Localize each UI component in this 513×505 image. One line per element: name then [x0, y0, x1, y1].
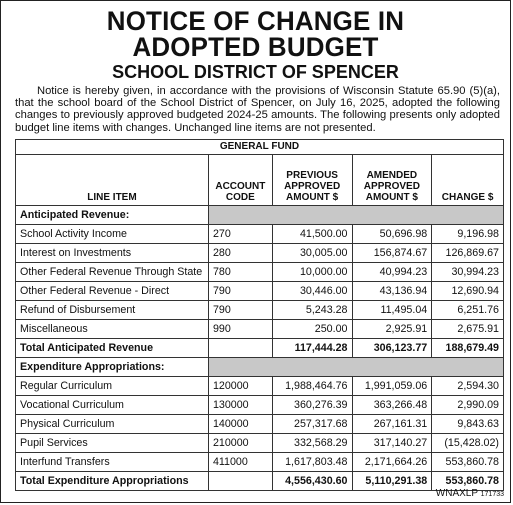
table-row [16, 395, 504, 414]
title-line-2: ADOPTED BUDGET [132, 32, 379, 62]
previous-amount-cell: 41,500.00 [272, 224, 352, 243]
total-label: Total Anticipated Revenue [16, 338, 209, 357]
header-amended-l3: AMOUNT $ [365, 191, 418, 203]
header-line-item: LINE ITEM [16, 154, 209, 205]
account-code-cell: 120000 [208, 376, 272, 395]
revenue-rows [16, 224, 504, 338]
amended-amount-cell: 267,161.31 [352, 414, 432, 433]
line-item-cell: School Activity Income [16, 224, 209, 243]
table-row [16, 281, 504, 300]
change-amount-cell: (15,428.02) [432, 433, 504, 452]
change-amount-cell: 9,196.98 [432, 224, 504, 243]
account-code-cell: 130000 [208, 395, 272, 414]
header-previous-l3: AMOUNT $ [286, 191, 339, 203]
publication-code [436, 488, 504, 499]
line-item-cell: Other Federal Revenue - Direct [16, 281, 209, 300]
header-amended-l2: APPROVED [363, 180, 420, 192]
account-code-cell: 780 [208, 262, 272, 281]
previous-amount-cell: 257,317.68 [272, 414, 352, 433]
amended-amount-cell: 1,991,059.06 [352, 376, 432, 395]
total-previous: 4,556,430.60 [272, 471, 352, 490]
previous-amount-cell: 332,568.29 [272, 433, 352, 452]
amended-amount-cell: 50,696.98 [352, 224, 432, 243]
line-item-cell: Refund of Disbursement [16, 300, 209, 319]
account-code-cell: 790 [208, 300, 272, 319]
change-amount-cell: 2,990.09 [432, 395, 504, 414]
revenue-section-label: Anticipated Revenue: [16, 205, 209, 224]
table-row [16, 262, 504, 281]
table-row [16, 224, 504, 243]
line-item-cell: Interfund Transfers [16, 452, 209, 471]
expenditure-section-label: Expenditure Appropriations: [16, 357, 209, 376]
header-account-code [208, 154, 272, 205]
header-previous-amount [272, 154, 352, 205]
change-amount-cell: 12,690.94 [432, 281, 504, 300]
account-code-cell: 790 [208, 281, 272, 300]
change-amount-cell: 2,594.30 [432, 376, 504, 395]
section-shade [208, 205, 503, 224]
previous-amount-cell: 250.00 [272, 319, 352, 338]
amended-amount-cell: 43,136.94 [352, 281, 432, 300]
line-item-cell: Physical Curriculum [16, 414, 209, 433]
change-amount-cell: 553,860.78 [432, 452, 504, 471]
table-row [16, 433, 504, 452]
change-amount-cell: 9,843.63 [432, 414, 504, 433]
line-item-cell: Regular Curriculum [16, 376, 209, 395]
total-amended: 5,110,291.38 [352, 471, 432, 490]
table-row [16, 243, 504, 262]
account-code-cell: 411000 [208, 452, 272, 471]
previous-amount-cell: 10,000.00 [272, 262, 352, 281]
expenditure-rows [16, 376, 504, 471]
section-shade [208, 357, 503, 376]
amended-amount-cell: 363,266.48 [352, 395, 432, 414]
amended-amount-cell: 156,874.67 [352, 243, 432, 262]
header-change: CHANGE $ [432, 154, 504, 205]
line-item-cell: Interest on Investments [16, 243, 209, 262]
line-item-cell: Miscellaneous [16, 319, 209, 338]
amended-amount-cell: 40,994.23 [352, 262, 432, 281]
account-code-cell: 270 [208, 224, 272, 243]
line-item-cell: Other Federal Revenue Through State [16, 262, 209, 281]
column-header-row [16, 154, 504, 205]
total-amended: 306,123.77 [352, 338, 432, 357]
change-amount-cell: 30,994.23 [432, 262, 504, 281]
intro-paragraph: Notice is hereby given, in accordance with the provisions of Wisconsin Statute 65.90 (5)(a), that the school board of the School District of Spencer, on July 16, 2025, adopted the following changes to previously approved budgeted 2024-25 amounts. The following presents only adopted budget line items with changes. Unchanged line items are not presented. [15, 85, 500, 134]
header-account-code-l1: ACCOUNT [215, 180, 266, 192]
previous-amount-cell: 5,243.28 [272, 300, 352, 319]
expenditure-total-row [16, 471, 504, 490]
amended-amount-cell: 2,925.91 [352, 319, 432, 338]
table-row [16, 452, 504, 471]
line-item-cell: Vocational Curriculum [16, 395, 209, 414]
account-code-cell: 280 [208, 243, 272, 262]
title-line-1: NOTICE OF CHANGE IN [106, 6, 405, 36]
revenue-total-row [16, 338, 504, 357]
expenditure-section-row [16, 357, 504, 376]
line-item-cell: Pupil Services [16, 433, 209, 452]
table-row [16, 414, 504, 433]
total-change: 188,679.49 [432, 338, 504, 357]
revenue-section-row [16, 205, 504, 224]
account-code-cell: 140000 [208, 414, 272, 433]
total-change: 553,860.78 [432, 471, 504, 490]
total-previous: 117,444.28 [272, 338, 352, 357]
previous-amount-cell: 30,005.00 [272, 243, 352, 262]
footer-number: 171733 [480, 491, 504, 498]
header-account-code-l2: CODE [225, 191, 255, 203]
budget-table [15, 139, 504, 491]
amended-amount-cell: 317,140.27 [352, 433, 432, 452]
previous-amount-cell: 30,446.00 [272, 281, 352, 300]
footer-code: WNAXLP [435, 488, 478, 499]
account-code-cell: 210000 [208, 433, 272, 452]
district-name: SCHOOL DISTRICT OF SPENCER [112, 62, 399, 82]
change-amount-cell: 2,675.91 [432, 319, 504, 338]
change-amount-cell: 6,251.76 [432, 300, 504, 319]
header-previous-l1: PREVIOUS [286, 169, 338, 181]
table-row [16, 319, 504, 338]
fund-title: GENERAL FUND [16, 139, 504, 154]
previous-amount-cell: 1,617,803.48 [272, 452, 352, 471]
notice-title [11, 8, 500, 60]
amended-amount-cell: 11,495.04 [352, 300, 432, 319]
table-row [16, 300, 504, 319]
change-amount-cell: 126,869.67 [432, 243, 504, 262]
previous-amount-cell: 1,988,464.76 [272, 376, 352, 395]
total-code [208, 338, 272, 357]
account-code-cell: 990 [208, 319, 272, 338]
fund-header-row [16, 139, 504, 154]
previous-amount-cell: 360,276.39 [272, 395, 352, 414]
total-code [208, 471, 272, 490]
header-amended-l1: AMENDED [366, 169, 418, 181]
amended-amount-cell: 2,171,664.26 [352, 452, 432, 471]
header-previous-l2: APPROVED [284, 180, 341, 192]
header-amended-amount [352, 154, 432, 205]
total-label: Total Expenditure Appropriations [16, 471, 209, 490]
table-row [16, 376, 504, 395]
